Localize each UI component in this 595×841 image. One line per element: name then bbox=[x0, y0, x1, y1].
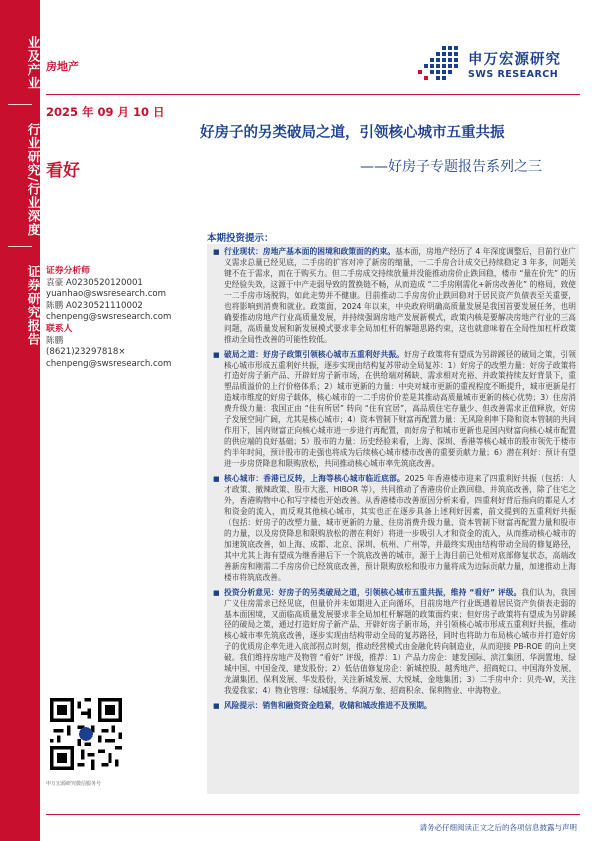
bullet-item bbox=[212, 350, 576, 470]
analyst-line: 袁豪 A0230520120001 bbox=[46, 277, 143, 288]
side-band bbox=[0, 0, 40, 841]
bullet-text: 好房子政策将有望成为另辟蹊径的破局之策，引领核心城市形成五重利好共振，逐步实现由结构复苏带动全局复苏：1）好房子的改塑力量：好房子政策将打造好房子新产品、开辟好房子新市场，在供给端对稀缺、需求相对充裕、并政策持续友好背景下，重塑品质溢价的上行价格体系；2）城市更新的力量：中央对城市更新的重视程度不断提升，城市更新是打造城市维度的好房子载体，核心城市的一二手房价价差是其推动高质量城市更新的核心优势；3）住房消费升级力量：我国正由 “住有所居” 转向 “住有宜居”，高品质住宅存量少、但改善需求正值释放，好房子发展空间广阔，尤其是核心城市；4）资本管制下财富再配置力量：无风险利率下降和资本管制的共同作用下，国内财富正向核心城市进一步进行再配置，而好房子和城市更新也是国内财富向核心城市配置的供应端的良好基础；5）股市的力量：历史经验来看，上海、深圳、香港等核心城市的股市领先于楼市约半年时间，预计股市的走强也将成为后续核心城市楼市改善的重要贡献力量；6）潜在利好：预计有望进一步房贷降息和限购放松，共同推动核心城市率先筑底改善。 bbox=[224, 349, 576, 469]
contact-email[interactable]: chenpeng@swsresearch.com bbox=[46, 358, 172, 369]
bullet-marker-icon: ■ bbox=[213, 702, 220, 711]
report-date: 2025 年 09 月 10 日 bbox=[46, 105, 165, 119]
qr-caption: 申万宏源研究微信服务号 bbox=[46, 781, 102, 787]
sidebar-label-industry: 业及产业 bbox=[26, 36, 41, 90]
footer-disclaimer: 请务必仔细阅读正文之后的各项信息披露与声明 bbox=[419, 823, 577, 832]
bullet-item bbox=[212, 474, 576, 584]
sidebar-label-report-type: 行业研究/行业深度 bbox=[26, 123, 41, 237]
footer-rule bbox=[46, 814, 580, 815]
logo-text-cn: 申万宏源研究 bbox=[468, 52, 561, 68]
header-rule bbox=[46, 94, 580, 95]
bullet-lead: 投资分析意见：好房子的另类破局之道，引领核心城市五重共振，维持 “看好” 评级。 bbox=[224, 587, 522, 597]
bullet-lead: 行业现状：房地产基本面的困境和政策面的约束。 bbox=[224, 247, 396, 256]
analyst-email[interactable]: chenpeng@swsresearch.com bbox=[46, 312, 172, 323]
industry-label: 房地产 bbox=[46, 60, 79, 73]
bullet-item bbox=[212, 588, 576, 698]
sidebar-label-research: 证券研究报告 bbox=[26, 264, 41, 346]
analyst-heading: 证券分析师 bbox=[46, 266, 90, 276]
qr-code-icon bbox=[50, 698, 122, 770]
bullet-item bbox=[212, 247, 576, 346]
bullet-lead: 风险提示：销售和融资资金趋紧，收储和城改推进不及预期。 bbox=[224, 701, 432, 711]
report-title: 好房子的另类破局之道，引领核心城市五重共振 bbox=[200, 125, 505, 141]
analyst-line: 陈鹏 A0230521110002 bbox=[46, 300, 143, 311]
analyst-email[interactable]: yuanhao@swsresearch.com bbox=[46, 289, 167, 300]
sidebar-divider bbox=[8, 246, 32, 247]
bullet-text: 基本面，房地产经历了 4 年深度调整后，目前行业广义需求总量已经见底，二手房的扩容对冲了新房的缩量，一二手房合计成交已持续稳定 3 年多，问题关键不在于需求，而在于购买力。但二手房成交持续放量并没能推动房价止跌回稳，楼市 “量在价先” 的历史经验失效，这源于中产走弱导致的置换链不畅，从而造成 “二手房刚需化+新房改善化” 的格局，致使一二手房市场脱钩，如此走势并不健康。目前推动二手房房价止跌回稳对于居民资产负债表至关重要，也将影响到消费和就业。政策面，2024 年以来，中央政府明确高质量发展是我国首要发展任务，也明确要推动房地产行业高质量发展，并持续强调房地产发展新模式，政策内核是要解决房地产行业的三高问题，高质量发展和新发展模式要求非全局加杠杆的解题思路约束，这也就意味着在全局性加杠杆政策推动全局性改善的可能性较低。 bbox=[224, 247, 576, 344]
bullet-item bbox=[212, 701, 576, 712]
analyst-block bbox=[46, 266, 196, 370]
bullet-marker-icon: ■ bbox=[213, 588, 220, 597]
section-title: 本期投资提示： bbox=[207, 233, 274, 244]
sidebar-divider bbox=[8, 104, 32, 105]
contact-line: 陈鹏 bbox=[46, 335, 64, 346]
bullet-marker-icon: ■ bbox=[213, 475, 220, 484]
contact-phone: (8621)23297818× bbox=[46, 347, 126, 358]
bullet-lead: 破局之道：好房子政策引领核心城市五重利好共振。 bbox=[224, 349, 404, 359]
bullet-text: 我们认为，我国广义住房需求已经见底，但量价并未如期进入正向循环，目前房地产行业既遇着居民资产负债表走弱的基本面困境，又面临高质量发展要求非全局加杠杆解题的政策面约束；但好房子政策将有望成为另辟蹊径的破局之策，通过打造好房子新产品、开辟好房子新市场，并引领核心城市形成五重利好共振，推动核心城市率先筑底改善，逐步实现由结构带动全局的复苏路径，同时也将助力布局核心城市并打造好房子的优质房企率先进入底部拐点时刻，推动经营模式由金融化转向制造业，从而迎接 PB-ROE 的向上突破。我们维持房地产及物管 “看好” 评级，推荐：1）产品力房企：建发国际、滨江集团、华润置地、绿城中国、中国金茂、建发股份；2）低估值修复房企：新城控股、越秀地产、招商蛇口、中国海外发展、龙湖集团、保利发展、华发股份，关注新城发展、大悦城、金地集团；3）二手房中介：贝壳-W，关注我爱我家；4）物业管理：绿城服务、华润万象、招商积余、保利物业、中海物业。 bbox=[224, 587, 576, 696]
bullet-marker-icon: ■ bbox=[213, 248, 220, 256]
bullet-lead: 核心城市：香港已反转，上海等核心城市临近底部。 bbox=[224, 474, 405, 484]
bullet-list bbox=[212, 247, 576, 716]
report-subtitle: ——好房子专题报告系列之三 bbox=[360, 159, 542, 175]
company-logo-icon bbox=[418, 44, 462, 84]
rating-label: 看好 bbox=[46, 161, 80, 181]
logo-text-en: SWS RESEARCH bbox=[468, 69, 559, 80]
contact-heading: 联系人 bbox=[46, 323, 73, 334]
bullet-marker-icon: ■ bbox=[213, 350, 220, 359]
bullet-text: 2025 年香港楼市迎来了四重利好共振（包括：人才政策、撤辣政策、股市大涨、HIBOR 等），共同推动了香港房价止跌回稳、并筑底改善，除了住宅之外，香港购物中心和写字楼也开始改善。从香港楼市改善原因分析来看，四重利好背后指向的都是人才和资金的流入，而反观其他核心城市，其实也正在逐步具备上述利好因素，前文提到的五重利好共振（包括：好房子的改塑力量、城市更新的力量、住房消费升级力量、资本管制下财富再配置力量和股市的力量，以及房贷降息和限购放松的潜在利好）将进一步吸引人才和资金的流入，从而推动核心城市的加速筑底改善，如上海、成都、北京、深圳、杭州、广州等，并最终实现由结构带动全局的修复路径，其中尤其上海有望成为继香港后下一个筑底改善的城市，源于上海目前已处相对底部修复状态，高端改善新房和刚需二手房房价已经筑底改善，预计限购放松和股市力量将成为边际贡献力量，加速推动上海楼市将筑底改善。 bbox=[224, 474, 576, 582]
